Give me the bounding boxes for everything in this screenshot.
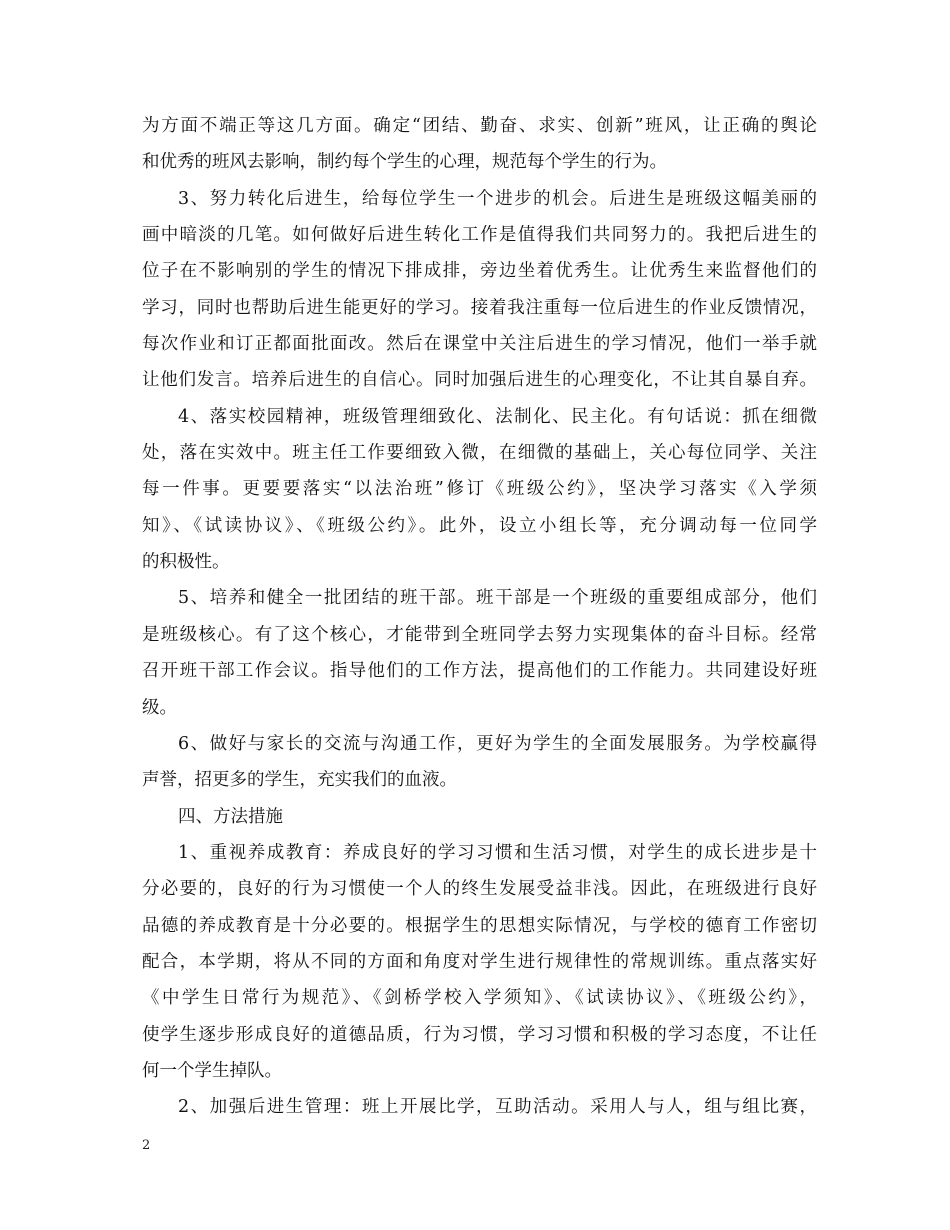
section-heading: 四、方法措施: [178, 806, 283, 827]
text-line: 品德的养成教育是十分必要的。根据学生的思想实际情况，与学校的德育工作密切: [142, 915, 817, 936]
text-line: 为方面不端正等这几方面。确定“团结、勤奋、求实、创新”班风，让正确的舆论: [142, 116, 817, 136]
text-line: 每一件事。更要要落实“以法治班”修订《班级公约》，坚决学习落实《入学须: [142, 479, 817, 500]
text-line: 级。: [142, 697, 177, 718]
text-line: 是班级核心。有了这个核心，才能带到全班同学去努力实现集体的奋斗目标。经常: [142, 624, 817, 645]
text-line: 学习，同时也帮助后进生能更好的学习。接着我注重每一位后进生的作业反馈情况，: [142, 297, 817, 318]
text-line: 处，落在实效中。班主任工作要细致入微，在细微的基础上，关心每位同学、关注: [142, 443, 817, 464]
paragraph-start-line: 6、做好与家长的交流与沟通工作，更好为学生的全面发展服务。为学校赢得: [178, 733, 817, 754]
text-line: 《中学生日常行为规范》、《剑桥学校入学须知》、《试读协议》、《班级公约》，: [142, 988, 817, 1009]
text-line: 每次作业和订正都面批面改。然后在课堂中关注后进生的学习情况，他们一举手就: [142, 334, 817, 355]
text-line: 配合，本学期，将从不同的方面和角度对学生进行规律性的常规训练。重点落实好: [142, 951, 817, 972]
text-line: 召开班干部工作会议。指导他们的工作方法，提高他们的工作能力。共同建设好班: [142, 661, 817, 682]
text-line: 和优秀的班风去影响，制约每个学生的心理，规范每个学生的行为。: [142, 152, 667, 173]
paragraph-start-line: 5、培养和健全一批团结的班干部。班干部是一个班级的重要组成部分，他们: [178, 588, 817, 609]
text-line: 知》、《试读协议》、《班级公约》。此外，设立小组长等，充分调动每一位同学: [142, 515, 817, 536]
text-line: 让他们发言。培养后进生的自信心。同时加强后进生的心理变化，不让其自暴自弃。: [142, 370, 817, 391]
text-line: 的积极性。: [142, 552, 230, 573]
page-number: 2: [142, 1138, 151, 1153]
text-line: 何一个学生掉队。: [142, 1060, 282, 1081]
text-line: 分必要的，良好的行为习惯使一个人的终生发展受益非浅。因此，在班级进行良好: [142, 879, 817, 900]
paragraph-start-line: 3、努力转化后进生，给每位学生一个进步的机会。后进生是班级这幅美丽的: [178, 188, 817, 209]
text-line: 使学生逐步形成良好的道德品质，行为习惯，学习习惯和积极的学习态度，不让任: [142, 1024, 817, 1045]
paragraph-start-line: 1、重视养成教育：养成良好的学习习惯和生活习惯，对学生的成长进步是十: [178, 842, 817, 863]
text-line: 位子在不影响别的学生的情况下排成排，旁边坐着优秀生。让优秀生来监督他们的: [142, 261, 817, 282]
paragraph-start-line: 4、落实校园精神，班级管理细致化、法制化、民主化。有句话说：抓在细微: [178, 406, 817, 427]
text-line: 声誉，招更多的学生，充实我们的血液。: [142, 770, 457, 791]
document-body: [142, 108, 817, 1126]
text-line: 画中暗淡的几笔。如何做好后进生转化工作是值得我们共同努力的。我把后进生的: [142, 225, 817, 246]
paragraph-start-line: 2、加强后进生管理：班上开展比学，互助活动。采用人与人，组与组比赛，: [178, 1097, 817, 1118]
